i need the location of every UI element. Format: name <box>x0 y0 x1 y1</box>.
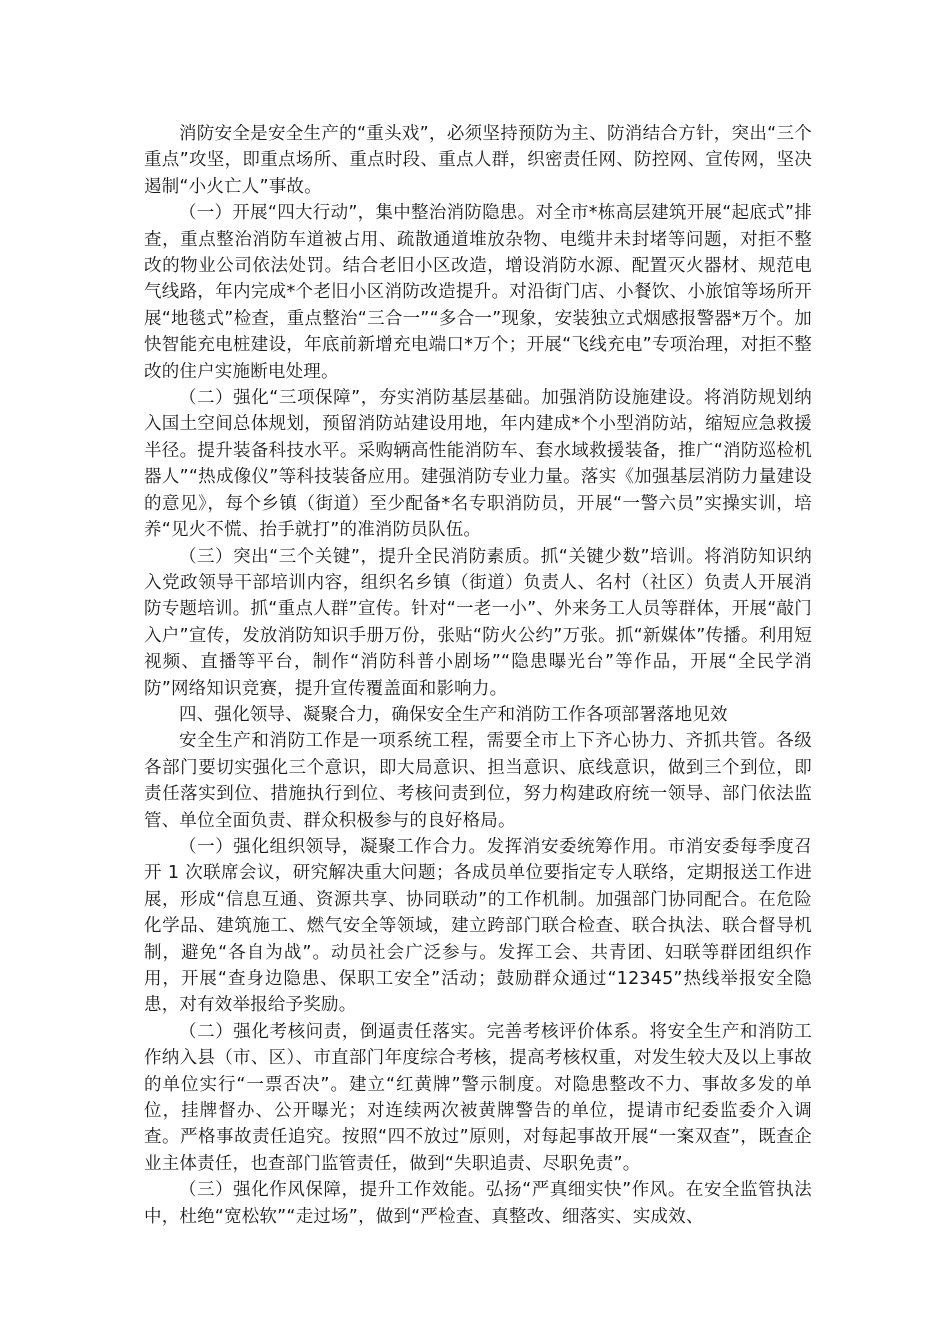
paragraph-fire-safety-intro: 消防安全是安全生产的“重头戏”，必须坚持预防为主、防消结合方针，突出“三个重点”攻坚，即重点场所、重点时段、重点人群，织密责任网、防控网、宣传网，坚决遏制“小火亡人”事故。 <box>144 124 812 197</box>
paragraph-four-actions: （一）开展“四大行动”，集中整治消防隐患。对全市*栋高层建筑开展“起底式”排查，重点整治消防车道被占用、疏散通道堆放杂物、电缆井未封堵等问题，对拒不整改的物业公司依法处罚。结合老旧小区改造，增设消防水源、配置灭火器材、规范电气线路，年内完成*个老旧小区消防改造提升。对沿街门店、小餐饮、小旅馆等场所开展“地毯式”检查，重点整治“三合一”“多合一”现象，安装独立式烟感报警器*万个。加快智能充电桩建设，年底前新增充电端口*万个；开展“飞线充电”专项治理，对拒不整改的住户实施断电处理。 <box>144 203 812 382</box>
paragraph-work-style: （三）强化作风保障，提升工作效能。弘扬“严真细实快”作风。在安全监管执法中，杜绝“宽松软”“走过场”，做到“严检查、真整改、细落实、实成效、 <box>144 1180 812 1227</box>
paragraph-system-engineering: 安全生产和消防工作是一项系统工程，需要全市上下齐心协力、齐抓共管。各级各部门要切实强化三个意识，即大局意识、担当意识、底线意识，做到三个到位，即责任落实到位、措施执行到位、考核问责到位，努力构建政府统一领导、部门依法监管、单位全面负责、群众积极参与的良好格局。 <box>144 731 812 831</box>
paragraph-three-keys: （三）突出“三个关键”，提升全民消防素质。抓“关键少数”培训。将消防知识纳入党政领导干部培训内容，组织名乡镇（街道）负责人、名村（社区）负责人开展消防专题培训。抓“重点人群”宣传。针对“一老一小”、外来务工人员等群体，开展“敲门入户”宣传，发放消防知识手册万份，张贴“防火公约”万张。抓“新媒体”传播。利用短视频、直播等平台，制作“消防科普小剧场”“隐患曝光台”等作品，开展“全民学消防”网络知识竞赛，提升宣传覆盖面和影响力。 <box>144 546 812 699</box>
paragraph-assessment-accountability: （二）强化考核问责，倒逼责任落实。完善考核评价体系。将安全生产和消防工作纳入县（市、区）、市直部门年度综合考核，提高考核权重，对发生较大及以上事故的单位实行“一票否决”。建立“红黄牌”警示制度。对隐患整改不力、事故多发的单位，挂牌督办、公开曝光；对连续两次被黄牌警告的单位，提请市纪委监委介入调查。严格事故责任追究。按照“四不放过”原则，对每起事故开展“一案双查”，既查企业主体责任，也查部门监管责任，做到“失职追责、尽职免责”。 <box>144 1021 812 1174</box>
paragraph-three-guarantees: （二）强化“三项保障”，夯实消防基层基础。加强消防设施建设。将消防规划纳入国土空间总体规划，预留消防站建设用地，年内建成*个小型消防站，缩短应急救援半径。提升装备科技水平。采购辆高性能消防车、套水域救援装备，推广“消防巡检机器人”“热成像仪”等科技装备应用。建强消防专业力量。落实《加强基层消防力量建设的意见》，每个乡镇（街道）至少配备*名专职消防员，开展“一警六员”实操实训，培养“见火不慌、抬手就打”的准消防员队伍。 <box>144 388 812 541</box>
paragraph-organization-leadership: （一）强化组织领导，凝聚工作合力。发挥消安委统筹作用。市消安委每季度召开 1 次联席会议，研究解决重大问题；各成员单位要指定专人联络，定期报送工作进展，形成“信息互通、资源共享、协同联动”的工作机制。加强部门协同配合。在危险化学品、建筑施工、燃气安全等领域，建立跨部门联合检查、联合执法、联合督导机制，避免“各自为战”。动员社会广泛参与。发挥工会、共青团、妇联等群团组织作用，开展“查身边隐患、保职工安全”活动；鼓励群众通过“12345”热线举报安全隐患，对有效举报给予奖励。 <box>144 836 812 1016</box>
section-heading-four: 四、强化领导、凝聚合力，确保安全生产和消防工作各项部署落地见效 <box>179 704 728 725</box>
document-page <box>144 121 812 1230</box>
